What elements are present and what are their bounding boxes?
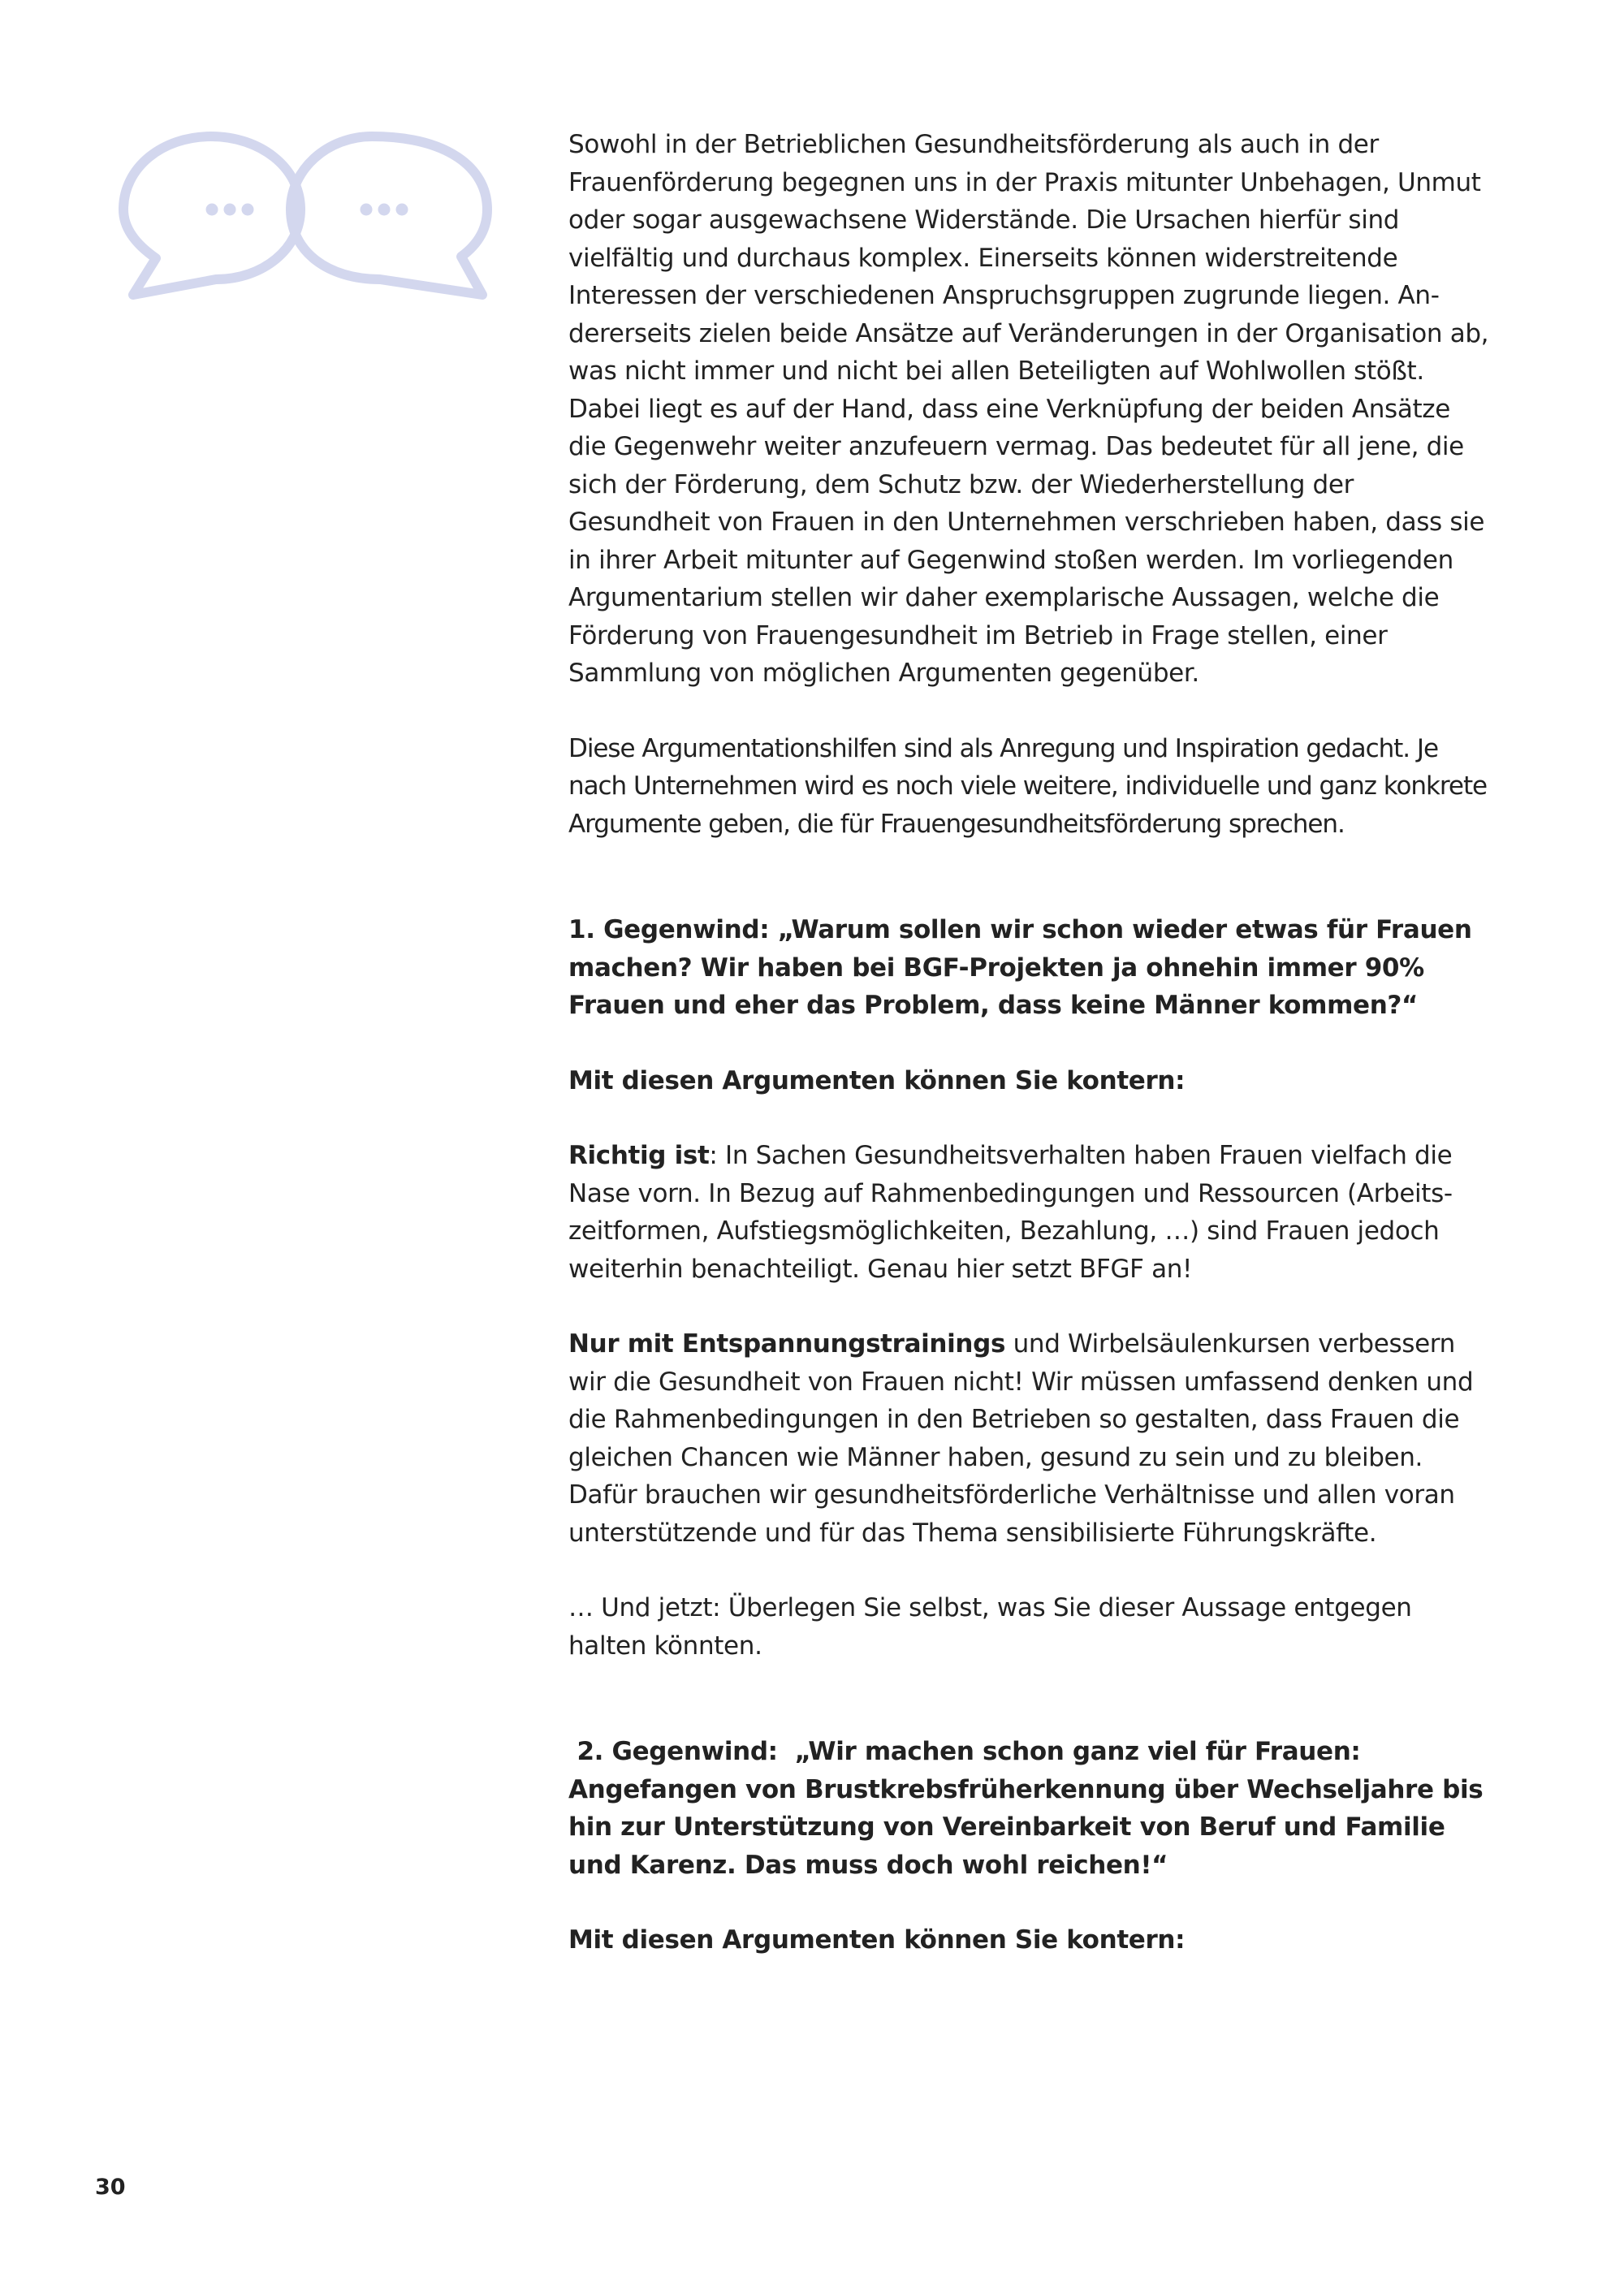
section-2-counter-label: Mit diesen Argumenten können Sie kontern: [568, 1925, 1186, 1955]
section-1-argument-2 [568, 1325, 1494, 1552]
argument-1-text: : In Sachen Gesundheitsverhalten haben Frauen vielfach die Nase vorn. In Bezug auf Rahmenbedingungen und Ressourcen (Arbeitszeitformen, Aufstiegsmöglichkeiten, Bezahlung, …) sind Frauen jedoch weiterhin benachteiligt. Genau hier setzt BFGF an! [568, 1141, 1453, 1284]
argument-2-lead: Nur mit Entspannungstrainings [568, 1329, 1006, 1359]
main-content [568, 126, 1494, 1959]
argument-1-lead: Richtig ist [568, 1141, 710, 1170]
section-1-prompt: … Und jetzt: Überlegen Sie selbst, was Sie dieser Aussage entgegen halten könnten. [568, 1593, 1412, 1661]
section-1-counter-label: Mit diesen Argumenten können Sie kontern: [568, 1065, 1186, 1095]
argument-2-text: und Wirbelsäulenkursen verbessern wir die Gesundheit von Frauen nicht! Wir müssen umfassend denken und die Rahmenbedingungen in den Betrieben so gestalten, dass Frauen die gleichen Chancen wie Männer haben, gesund zu sein und zu bleiben. Dafür brauchen wir gesundheitsförderliche Verhältnisse und allen voran unterstützende und für das Thema sensibilisierte Führungskräfte. [568, 1329, 1474, 1548]
page-number: 30 [95, 2175, 126, 2200]
intro-paragraph-2: Diese Argumentationshilfen sind als Anregung und Inspiration gedacht. Je nach Unternehmen wird es noch viele weitere, individuelle und ganz konkrete Argumente geben, die für Frauengesundheitsförderung sprechen. [568, 733, 1488, 839]
speech-bubbles-icon [114, 128, 503, 309]
section-2-heading: 2. Gegenwind: „Wir machen schon ganz viel für Frauen: Angefangen von Brustkrebsfrüherkennung über Wechseljahre bis hin zur Unterstützung von Vereinbarkeit von Beruf und Familie und Karenz. Das muss doch wohl reichen!“ [568, 1737, 1492, 1880]
section-1-argument-1 [568, 1137, 1494, 1288]
intro-paragraph: Sowohl in der Betrieblichen Gesundheitsförderung als auch in der Frauenförderung begegnen uns in der Praxis mitunter Unbehagen, Unmut oder sogar ausgewachsene Widerstände. Die Ursachen hierfür sind vielfältig und durchaus komplex. Einerseits können widerstreitende Interessen der verschiedenen Anspruchsgruppen zugrunde liegen. Andererseits zielen beide Ansätze auf Veränderungen in der Organisation ab, was nicht immer und nicht bei allen Beteiligten auf Wohlwollen stößt. Dabei liegt es auf der Hand, dass eine Verknüpfung der beiden Ansätze die Gegenwehr weiter anzufeuern vermag. Das bedeutet für all jene, die sich der Förderung, dem Schutz bzw. der Wiederherstellung der Gesundheit von Frauen in den Unternehmen verschrieben haben, dass sie in ihrer Arbeit mitunter auf Gegenwind stoßen werden. Im vorliegenden Argumentarium stellen wir daher exemplarische Aussagen, welche die Förderung von Frauengesundheit im Betrieb in Frage stellen, einer Sammlung von möglichen Argumenten gegenüber. [568, 130, 1489, 688]
section-1-heading: 1. Gegenwind: „Warum sollen wir schon wieder etwas für Frauen machen? Wir haben bei BGF-Projekten ja ohnehin immer 90% Frauen und eher das Problem, dass keine Männer kommen?“ [568, 915, 1472, 1020]
